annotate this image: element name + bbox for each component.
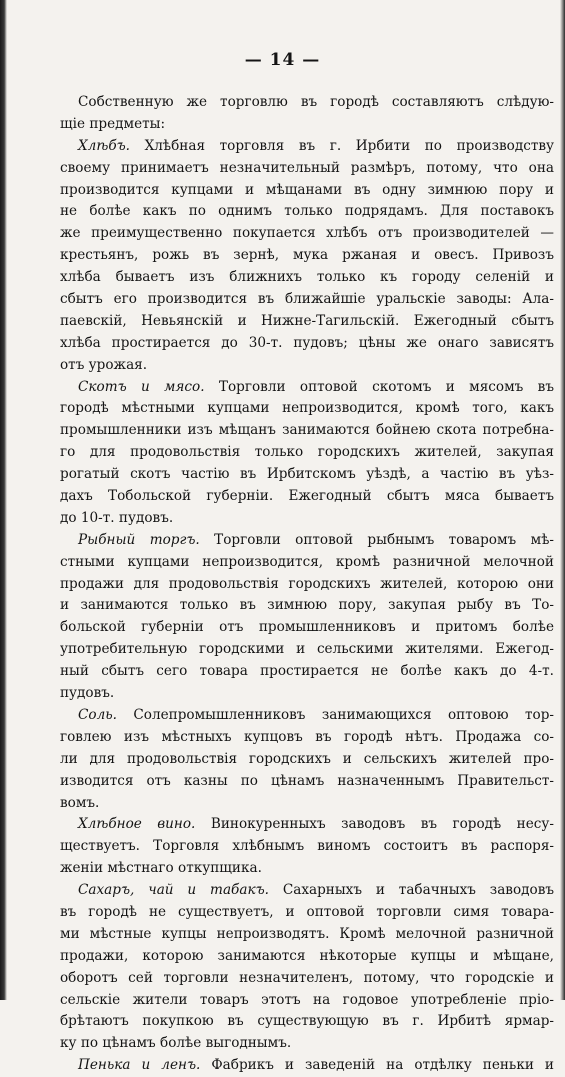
text-line bbox=[60, 333, 554, 355]
text-line bbox=[60, 1055, 554, 1077]
line-text: продажи, которою занимаются нѣкоторые купцы и мѣщане, bbox=[60, 947, 554, 964]
section-subtitle: Хлѣбное вино. bbox=[78, 816, 196, 833]
text-line bbox=[60, 595, 554, 617]
paragraph-sol bbox=[60, 705, 554, 814]
text-line bbox=[60, 377, 554, 399]
line-text: до 10-т. пудовъ. bbox=[60, 509, 174, 526]
line-text: ный сбытъ сего товара простирается не болѣе какъ до 4-т. bbox=[60, 663, 554, 680]
text-line bbox=[60, 398, 554, 420]
line-text: Винокуренныхъ заводовъ въ городѣ несу- bbox=[195, 816, 554, 833]
paragraph-penka bbox=[60, 1055, 554, 1077]
line-text: ку по цѣнамъ болѣе выгоднымъ. bbox=[60, 1035, 292, 1052]
line-text: Солепромышленниковъ занимающихся оптовою тор- bbox=[116, 706, 554, 723]
text-line bbox=[60, 442, 554, 464]
section-subtitle: Сахаръ, чай и табакъ. bbox=[78, 882, 269, 899]
text-line bbox=[60, 136, 554, 158]
line-text: женіи мѣстнаго откупщика. bbox=[60, 860, 262, 877]
paragraph-skot bbox=[60, 377, 554, 530]
text-line bbox=[60, 639, 554, 661]
text-line bbox=[60, 420, 554, 442]
text-line bbox=[60, 858, 554, 880]
line-text: ществуетъ. Торговля хлѣбнымъ виномъ состоитъ въ распоря- bbox=[60, 838, 554, 855]
text-line bbox=[60, 749, 554, 771]
text-line bbox=[60, 727, 554, 749]
section-subtitle: Соль. bbox=[78, 706, 117, 723]
line-text: дахъ Тобольской губерніи. Ежегодный сбытъ мяса бываетъ bbox=[60, 488, 554, 505]
line-text: сельскіе жители товаръ этотъ на годовое употребленіе пріо- bbox=[60, 991, 554, 1008]
text-line bbox=[60, 946, 554, 968]
text-line bbox=[60, 530, 554, 552]
section-subtitle: Скотъ и мясо. bbox=[78, 378, 205, 395]
paragraph-khleb bbox=[60, 136, 554, 377]
line-text: сбытъ его производится въ ближайшіе уральскіе заводы: Ала- bbox=[60, 291, 554, 308]
text-line bbox=[60, 92, 554, 114]
line-text: продажи для продовольствія городскихъ жителей, которою они bbox=[60, 575, 554, 592]
text-line bbox=[60, 180, 554, 202]
line-text: щіе предметы: bbox=[60, 115, 166, 132]
line-text: хлѣба бываетъ изъ ближнихъ только къ городу селеній и bbox=[60, 269, 554, 286]
text-line bbox=[60, 158, 554, 180]
page-binding-shadow bbox=[0, 0, 7, 1000]
text-line bbox=[60, 924, 554, 946]
line-text: производится купцами и мѣщанами въ одну зимнюю пору и bbox=[60, 181, 554, 198]
line-text: го для продовольствія только городскихъ жителей, закупая bbox=[60, 444, 554, 461]
text-line bbox=[60, 223, 554, 245]
paragraph-ryba bbox=[60, 530, 554, 705]
line-text: не болѣе какъ по однимъ только подрядамъ. Для поставокъ bbox=[60, 203, 554, 220]
line-text: городѣ мѣстными купцами непроизводится, кромѣ того, какъ bbox=[60, 400, 554, 417]
text-line bbox=[60, 771, 554, 793]
text-line bbox=[60, 464, 554, 486]
line-text: же преимущественно покупается хлѣбъ отъ производителей — bbox=[60, 225, 554, 242]
text-line bbox=[60, 508, 554, 530]
text-line bbox=[60, 968, 554, 990]
line-text: Фабрикъ и заведеній на отдѣлку пеньки и bbox=[200, 1057, 554, 1074]
line-text: больской губерніи отъ промышленниковъ и притомъ болѣе bbox=[60, 619, 554, 636]
line-text: хлѣба простирается до 30-т. пудовъ; цѣны же онаго зависятъ bbox=[60, 334, 554, 351]
line-text: оборотъ сей торговли незначителенъ, потому, что городскіе и bbox=[60, 969, 554, 986]
text-line bbox=[60, 355, 554, 377]
section-subtitle: Пенька и ленъ. bbox=[78, 1057, 201, 1074]
line-text: употребительную городскими и сельскими жителями. Ежегод- bbox=[60, 641, 554, 658]
line-text: рогатый скотъ частію въ Ирбитскомъ уѣздѣ, а частію въ уѣз- bbox=[60, 466, 554, 483]
section-subtitle: Рыбный торгъ. bbox=[78, 531, 200, 548]
line-text: въ городѣ не существуетъ, и оптовой торговли симя товара- bbox=[60, 903, 554, 920]
text-line bbox=[60, 1033, 554, 1055]
line-text: промышленники изъ мѣщанъ занимаются бойнею скота потребна- bbox=[60, 422, 554, 439]
line-text: стными купцами непроизводится, кромѣ разничной мелочной bbox=[60, 553, 554, 570]
text-line bbox=[60, 902, 554, 924]
line-text: и занимаются только въ зимнюю пору, закупая рыбу въ То- bbox=[60, 597, 554, 614]
text-line bbox=[60, 486, 554, 508]
line-text: вомъ. bbox=[60, 794, 100, 811]
line-text: отъ урожая. bbox=[60, 356, 148, 373]
line-text: Торговли оптовой скотомъ и мясомъ въ bbox=[204, 378, 554, 395]
line-text: Хлѣбная торговля въ г. Ирбити по производству bbox=[130, 137, 554, 154]
text-line bbox=[60, 574, 554, 596]
text-line bbox=[60, 705, 554, 727]
text-line bbox=[60, 114, 554, 136]
paragraph-intro bbox=[60, 92, 554, 136]
body-text bbox=[60, 92, 554, 1077]
section-subtitle: Хлѣбъ. bbox=[78, 137, 131, 154]
page-edge-shadow bbox=[560, 0, 565, 1000]
line-text: ли для продовольствія городскихъ и сельскихъ жителей про- bbox=[60, 750, 554, 767]
text-line bbox=[60, 201, 554, 223]
line-text: Торговли оптовой рыбнымъ товаромъ мѣ- bbox=[199, 531, 554, 548]
text-line bbox=[60, 990, 554, 1012]
text-line bbox=[60, 617, 554, 639]
text-line bbox=[60, 245, 554, 267]
line-text: брѣтаютъ покупкою въ существующую въ г. Ирбитѣ ярмар- bbox=[60, 1013, 554, 1030]
text-line bbox=[60, 267, 554, 289]
text-line bbox=[60, 289, 554, 311]
line-text: пудовъ. bbox=[60, 685, 115, 702]
line-text: ми мѣстные купцы непроизводятъ. Кромѣ мелочной разничной bbox=[60, 925, 554, 942]
text-line bbox=[60, 683, 554, 705]
line-text: изводится отъ казны по цѣнамъ назначеннымъ Правительст- bbox=[60, 772, 554, 789]
line-text: паевскій, Невьянскій и Нижне-Тагильскій. Ежегодный сбытъ bbox=[60, 312, 554, 329]
line-text: говлею изъ мѣстныхъ купцовъ въ городѣ нѣтъ. Продажа со- bbox=[60, 728, 554, 745]
page-number: — 14 — bbox=[244, 50, 321, 70]
text-line bbox=[60, 1011, 554, 1033]
paragraph-vino bbox=[60, 814, 554, 880]
line-text: крестьянъ, рожь въ зернѣ, мука ржаная и овесъ. Привозъ bbox=[60, 247, 554, 264]
line-text: своему принимаетъ незначительный размѣръ, потому, что она bbox=[60, 159, 554, 176]
text-line bbox=[60, 311, 554, 333]
line-text: Сахарныхъ и табачныхъ заводовъ bbox=[268, 882, 554, 899]
text-line bbox=[60, 880, 554, 902]
text-line bbox=[60, 552, 554, 574]
text-line bbox=[60, 793, 554, 815]
text-line bbox=[60, 836, 554, 858]
paragraph-sakhar bbox=[60, 880, 554, 1055]
line-text: Собственную же торговлю въ городѣ составляютъ слѣдую- bbox=[78, 94, 554, 110]
text-line bbox=[60, 814, 554, 836]
text-line bbox=[60, 661, 554, 683]
